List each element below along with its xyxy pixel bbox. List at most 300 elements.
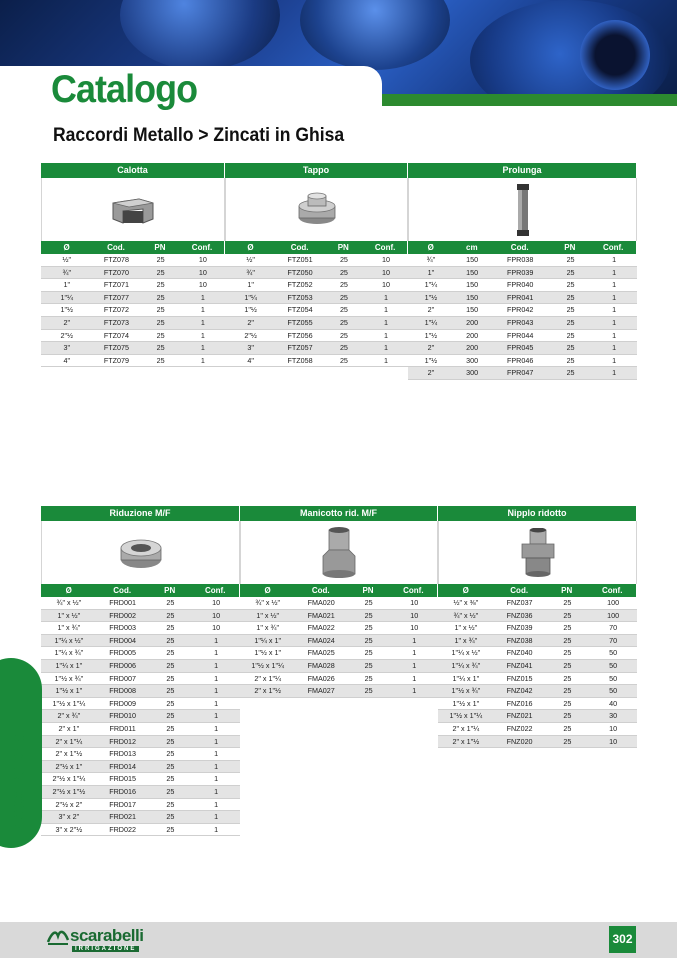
table-cell: 25	[364, 686, 373, 696]
table-row	[225, 279, 408, 292]
table-cell: FTZ070	[103, 267, 130, 277]
table-cell: 25	[339, 255, 348, 264]
table-cell: FMA027	[307, 686, 335, 696]
table-cell: 1"¼	[424, 280, 438, 290]
table-cell: 1	[384, 305, 389, 315]
column-header: Ø	[63, 243, 70, 252]
table-cell: 25	[566, 267, 575, 277]
table-cell: 1	[384, 330, 389, 340]
column-header: Conf.	[191, 243, 213, 252]
table-cell: 1" x ½"	[57, 610, 81, 620]
table-manicotto-rid	[240, 506, 438, 698]
table-row	[41, 597, 240, 610]
table-cell: 2"	[427, 368, 435, 378]
table-cell: 1	[412, 648, 417, 658]
table-row	[438, 647, 637, 660]
table-row	[240, 660, 438, 673]
table-cell: 1	[612, 368, 617, 378]
table-cell: 1"¼ x ½"	[54, 635, 84, 645]
table-row	[41, 342, 225, 355]
riduzione-icon	[117, 534, 165, 572]
page-title: Catalogo	[51, 68, 198, 111]
table-title: Calotta	[41, 163, 225, 178]
table-cell: 25	[563, 686, 572, 696]
table-cell: 1	[612, 292, 617, 302]
manicotto-icon	[319, 526, 359, 580]
table-cell: 1" x ½"	[256, 610, 280, 620]
table-cell: 25	[563, 698, 572, 708]
table-cell: 25	[156, 305, 165, 315]
table-cell: 1	[200, 330, 205, 340]
table-cell: 2"	[63, 317, 71, 327]
column-headers	[41, 241, 225, 254]
table-cell: FPR046	[507, 355, 534, 365]
table-cell: 1	[612, 255, 617, 264]
column-header: Ø	[264, 586, 271, 595]
table-row	[41, 317, 225, 330]
table-cell: 2"	[247, 317, 254, 327]
column-header: Cod.	[510, 243, 529, 252]
table-cell: 100	[607, 598, 620, 607]
table-cell: 25	[156, 317, 165, 327]
table-cell: FTZ077	[103, 292, 130, 302]
table-cell: 25	[339, 343, 348, 353]
table-cell: 25	[563, 736, 572, 746]
table-cell: FTZ058	[287, 355, 313, 365]
column-header: Conf.	[601, 586, 623, 595]
table-cell: 1	[612, 317, 617, 327]
table-cell: 1"½ x 1"	[55, 686, 83, 696]
table-cell: FNZ016	[506, 698, 533, 708]
table-cell: 150	[466, 292, 479, 302]
product-image-nipplo	[438, 521, 637, 584]
table-cell: 25	[566, 343, 575, 353]
table-riduzione-mf	[41, 506, 240, 836]
table-cell: 1	[384, 355, 389, 365]
table-row	[240, 673, 438, 686]
table-row	[438, 635, 637, 648]
table-row	[408, 330, 637, 343]
table-cell: ¾" x ½"	[255, 598, 281, 607]
table-cell: 1	[412, 635, 417, 645]
table-row	[41, 685, 240, 698]
column-header: Conf.	[602, 243, 624, 252]
table-cell: 1	[214, 673, 219, 683]
table-row	[240, 622, 438, 635]
product-image-prolunga	[408, 178, 637, 241]
table-cell: 10	[212, 610, 221, 620]
table-cell: 25	[339, 317, 348, 327]
table-cell: 25	[364, 673, 373, 683]
table-cell: 1"½	[60, 305, 74, 315]
table-cell: FRD009	[109, 698, 136, 708]
table-cell: 10	[609, 723, 618, 733]
table-cell: 1"½ x 1"	[452, 698, 480, 708]
table-cell: 25	[364, 635, 373, 645]
table-cell: 1"¼	[60, 292, 74, 302]
table-cell: 1	[214, 774, 219, 784]
table-cell: 25	[364, 623, 373, 633]
table-cell: FRD014	[109, 761, 136, 771]
table-cell: 1"½	[244, 305, 257, 315]
column-headers	[438, 584, 637, 597]
table-cell: 25	[563, 648, 572, 658]
table-row	[41, 799, 240, 812]
table-row	[438, 723, 637, 736]
table-cell: 1	[214, 786, 219, 796]
table-cell: 10	[410, 598, 419, 607]
column-header: Conf.	[204, 586, 226, 595]
table-cell: 25	[166, 660, 175, 670]
table-cell: FRD003	[109, 623, 136, 633]
table-cell: 3"	[247, 343, 254, 353]
table-cell: 1	[214, 648, 219, 658]
table-cell: 1	[200, 343, 205, 353]
table-cell: 200	[466, 343, 479, 353]
table-cell: 25	[563, 673, 572, 683]
table-cell: FMA021	[307, 610, 335, 620]
table-cell: FPR047	[507, 368, 534, 378]
table-cell: 2" x 1"½	[254, 686, 282, 696]
table-cell: 1"½ x ¾"	[451, 686, 481, 696]
table-row	[41, 610, 240, 623]
table-cell: ¾"	[62, 267, 72, 277]
table-cell: 1	[214, 799, 219, 809]
table-cell: FRD002	[109, 610, 136, 620]
table-cell: ¾"	[246, 267, 255, 277]
table-nipplo-ridotto	[438, 506, 637, 748]
table-cell: 25	[166, 799, 175, 809]
table-cell: 2"½ x 2"	[55, 799, 83, 809]
table-cell: 25	[364, 598, 373, 607]
table-cell: 50	[609, 686, 618, 696]
table-cell: 1"	[247, 280, 254, 290]
table-cell: 25	[339, 292, 348, 302]
table-cell: 25	[563, 598, 572, 607]
table-row	[41, 330, 225, 343]
table-cell: 1"½	[424, 355, 438, 365]
table-cell: 25	[166, 610, 175, 620]
table-row	[41, 304, 225, 317]
table-cell: 25	[364, 648, 373, 658]
table-cell: 25	[166, 824, 175, 834]
table-cell: 1"	[63, 280, 71, 290]
column-headers	[408, 241, 637, 254]
table-title: Manicotto rid. M/F	[240, 506, 438, 521]
table-cell: 2"½ x 1"¼	[52, 774, 86, 784]
table-cell: 1	[384, 292, 389, 302]
table-row	[240, 647, 438, 660]
table-cell: 1"½ x 1"¼	[52, 698, 86, 708]
table-row	[225, 355, 408, 368]
column-header: PN	[564, 243, 576, 252]
table-cell: 2"	[427, 343, 435, 353]
table-cell: 2"	[427, 305, 435, 315]
table-cell: 2"½ x 1"½	[52, 786, 86, 796]
table-cell: 25	[166, 648, 175, 658]
table-title: Riduzione M/F	[41, 506, 240, 521]
table-cell: FRD007	[109, 673, 136, 683]
product-image-tappo	[225, 178, 408, 241]
table-cell: 10	[382, 255, 391, 264]
table-cell: 1"¼ x 1"	[254, 635, 282, 645]
table-cell: 25	[339, 280, 348, 290]
table-cell: 1	[200, 292, 205, 302]
table-cell: 25	[566, 280, 575, 290]
table-cell: 30	[609, 711, 618, 721]
brand-subtitle: IRRIGAZIONE	[72, 946, 139, 952]
table-cell: 25	[156, 343, 165, 353]
table-cell: 1	[214, 749, 219, 759]
table-cell: 25	[156, 267, 165, 277]
table-cell: FTZ073	[103, 317, 130, 327]
table-cell: 10	[609, 736, 618, 746]
table-cell: 1	[214, 812, 219, 822]
table-cell: 1"¼ x 1"	[452, 673, 480, 683]
table-row	[408, 355, 637, 368]
table-cell: FMA025	[307, 648, 335, 658]
table-row	[41, 279, 225, 292]
table-cell: 25	[166, 686, 175, 696]
table-row	[438, 610, 637, 623]
table-cell: 1	[412, 686, 417, 696]
table-row	[438, 736, 637, 749]
table-row	[41, 635, 240, 648]
table-row	[41, 355, 225, 368]
table-cell: 10	[198, 280, 207, 290]
table-cell: 3"	[63, 343, 71, 353]
table-cell: FNZ021	[506, 711, 533, 721]
table-cell: FRD004	[109, 635, 136, 645]
table-cell: FTZ079	[103, 355, 130, 365]
table-cell: FTZ075	[103, 343, 130, 353]
table-cell: 1	[214, 761, 219, 771]
column-header: Conf.	[374, 243, 396, 252]
table-row	[438, 710, 637, 723]
table-cell: 1"¼ x ¾"	[451, 660, 481, 670]
product-image-riduzione	[41, 521, 240, 584]
table-cell: FNZ037	[506, 598, 533, 607]
table-cell: FRD005	[109, 648, 136, 658]
table-calotta	[41, 163, 225, 367]
table-cell: 2" x 1"¼	[55, 736, 83, 746]
table-cell: 1	[612, 343, 617, 353]
table-cell: 25	[566, 368, 575, 378]
table-cell: 1	[384, 343, 389, 353]
table-row	[408, 254, 637, 267]
table-cell: 25	[566, 355, 575, 365]
table-cell: 25	[566, 255, 575, 264]
table-cell: FTZ051	[287, 255, 313, 264]
table-row	[408, 267, 637, 280]
table-row	[41, 254, 225, 267]
table-row	[408, 367, 637, 380]
table-cell: FNZ040	[506, 648, 533, 658]
table-cell: 4"	[247, 355, 254, 365]
table-cell: 10	[198, 267, 207, 277]
table-cell: FPR038	[507, 255, 534, 264]
column-header: PN	[154, 243, 166, 252]
table-cell: 1	[214, 698, 219, 708]
table-cell: 10	[212, 598, 221, 607]
table-cell: 25	[339, 305, 348, 315]
table-cell: 1" x ¾"	[256, 623, 280, 633]
table-cell: 1	[214, 723, 219, 733]
table-cell: FPR044	[507, 330, 534, 340]
table-cell: FNZ038	[506, 635, 533, 645]
table-cell: FRD012	[109, 736, 136, 746]
table-prolunga	[408, 163, 637, 380]
table-cell: FRD021	[109, 812, 136, 822]
table-cell: 2" x 1"	[58, 723, 80, 733]
column-header: Ø	[65, 586, 72, 595]
table-cell: 2" x 1"¼	[254, 673, 282, 683]
table-cell: 25	[166, 598, 175, 607]
table-cell: 1"	[427, 267, 435, 277]
table-cell: 100	[607, 610, 620, 620]
table-cell: 25	[339, 355, 348, 365]
table-cell: FMA020	[307, 598, 335, 607]
table-cell: 1	[214, 824, 219, 834]
table-cell: 25	[166, 786, 175, 796]
table-cell: FNZ039	[506, 623, 533, 633]
table-cell: 1	[214, 711, 219, 721]
table-cell: 10	[212, 623, 221, 633]
table-cell: FNZ020	[506, 736, 533, 746]
column-header: Cod.	[311, 586, 330, 595]
brand-logo	[46, 926, 144, 952]
table-cell: 1"¼ x ½"	[451, 648, 481, 658]
table-cell: 50	[609, 660, 618, 670]
column-header: Cod.	[510, 586, 529, 595]
product-image-manicotto	[240, 521, 438, 584]
calotta-icon	[109, 193, 157, 227]
table-cell: 25	[156, 280, 165, 290]
column-header: PN	[164, 586, 176, 595]
table-row	[41, 723, 240, 736]
table-cell: 1	[214, 736, 219, 746]
table-cell: 25	[156, 355, 165, 365]
page-subtitle: Raccordi Metallo > Zincati in Ghisa	[53, 124, 345, 146]
table-cell: FRD015	[109, 774, 136, 784]
table-cell: 1	[200, 305, 205, 315]
table-row	[41, 786, 240, 799]
table-cell: 150	[466, 267, 479, 277]
brand-name: scarabelli	[70, 926, 144, 945]
table-cell: FNZ022	[506, 723, 533, 733]
table-cell: FTZ050	[287, 267, 313, 277]
table-cell: 1	[384, 317, 389, 327]
table-title: Tappo	[225, 163, 408, 178]
table-cell: ½" x ⅜"	[453, 598, 479, 607]
table-cell: FNZ041	[506, 660, 533, 670]
table-cell: FPR043	[507, 317, 534, 327]
table-cell: 25	[364, 660, 373, 670]
table-cell: FTZ054	[287, 305, 313, 315]
table-row	[438, 660, 637, 673]
column-header: Cod.	[290, 243, 309, 252]
table-title: Nipplo ridotto	[438, 506, 637, 521]
table-cell: FNZ036	[506, 610, 533, 620]
table-cell: 50	[609, 673, 618, 683]
table-cell: ½"	[62, 255, 72, 264]
table-cell: 1	[200, 355, 205, 365]
table-cell: FTZ053	[287, 292, 313, 302]
column-header: Ø	[462, 586, 469, 595]
table-cell: 25	[166, 698, 175, 708]
table-row	[225, 292, 408, 305]
table-cell: FPR040	[507, 280, 534, 290]
table-cell: 2" x 1"¼	[452, 723, 480, 733]
nipplo-icon	[517, 528, 559, 578]
table-cell: 25	[156, 255, 165, 264]
table-cell: FRD017	[109, 799, 136, 809]
table-row	[438, 597, 637, 610]
table-row	[225, 317, 408, 330]
table-cell: 1	[612, 330, 617, 340]
table-cell: 25	[166, 774, 175, 784]
table-cell: 200	[466, 317, 479, 327]
page-number: 302	[609, 926, 636, 953]
table-cell: 70	[609, 635, 618, 645]
table-row	[408, 342, 637, 355]
table-cell: 3" x 2"	[58, 812, 80, 822]
table-cell: FRD013	[109, 749, 136, 759]
table-cell: 10	[410, 623, 419, 633]
table-cell: 2"½	[244, 330, 257, 340]
pipe-fitting-image	[300, 0, 450, 70]
column-header: cm	[466, 243, 478, 252]
table-row	[240, 597, 438, 610]
table-cell: 150	[466, 255, 479, 264]
table-cell: 1"½ x ¾"	[54, 673, 84, 683]
table-row	[41, 761, 240, 774]
table-cell: 25	[566, 330, 575, 340]
table-cell: 10	[198, 255, 207, 264]
table-row	[438, 622, 637, 635]
table-cell: 1	[214, 660, 219, 670]
table-row	[41, 698, 240, 711]
table-cell: 25	[339, 267, 348, 277]
table-cell: 150	[466, 305, 479, 315]
table-cell: FRD006	[109, 660, 136, 670]
column-header: PN	[337, 243, 349, 252]
column-headers	[240, 584, 438, 597]
table-cell: 1	[612, 305, 617, 315]
table-row	[438, 698, 637, 711]
product-image-calotta	[41, 178, 225, 241]
table-cell: FRD008	[109, 686, 136, 696]
table-cell: FPR039	[507, 267, 534, 277]
table-row	[225, 330, 408, 343]
table-row	[41, 736, 240, 749]
column-header: Cod.	[107, 243, 125, 252]
table-row	[225, 267, 408, 280]
table-cell: 25	[563, 660, 572, 670]
table-row	[225, 254, 408, 267]
table-cell: 300	[466, 355, 479, 365]
table-cell: 1" x ¾"	[57, 623, 81, 633]
table-row	[41, 292, 225, 305]
table-cell: 50	[609, 648, 618, 658]
table-cell: 1	[612, 355, 617, 365]
table-cell: 1"¼	[424, 317, 438, 327]
table-row	[240, 635, 438, 648]
table-cell: 25	[339, 330, 348, 340]
table-cell: 25	[166, 812, 175, 822]
pipe-fitting-image	[580, 20, 650, 90]
pipe-fitting-image	[120, 0, 280, 70]
